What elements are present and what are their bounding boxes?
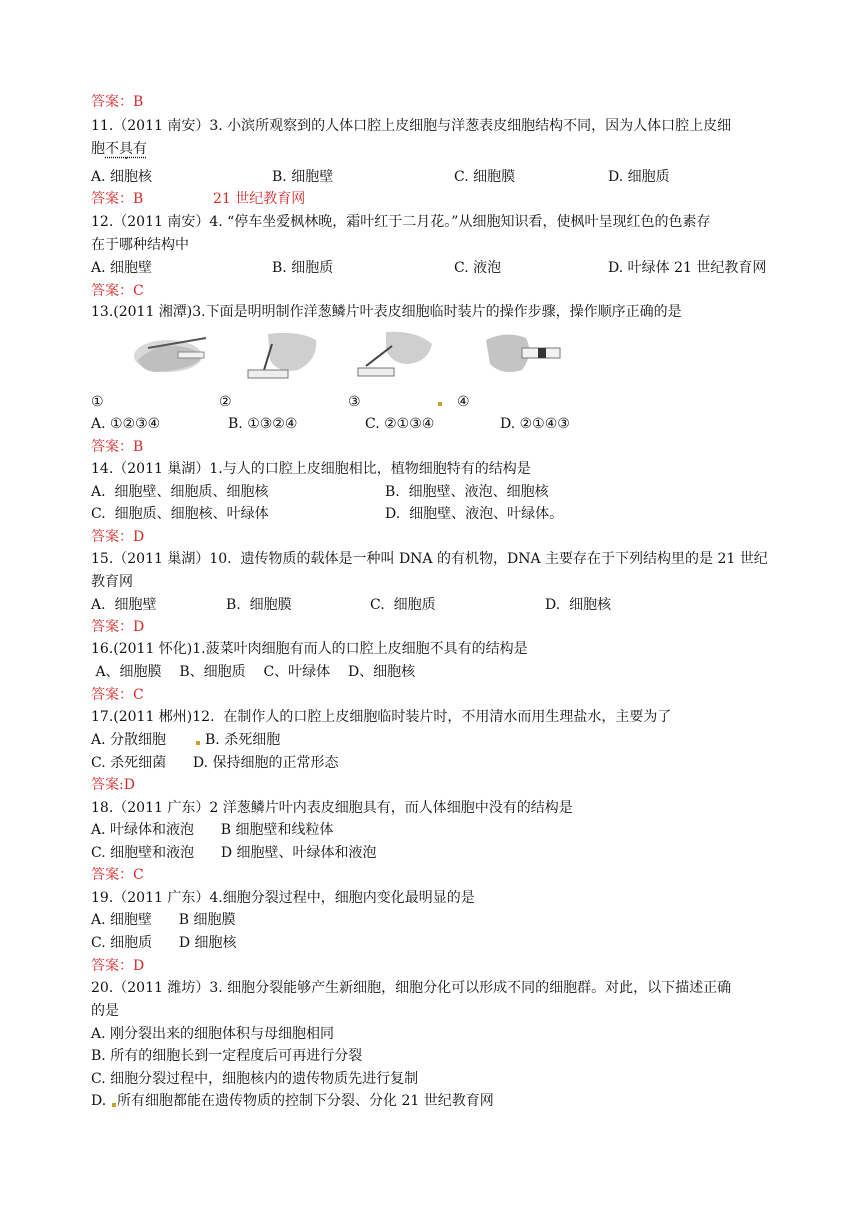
q17-options-cd: C. 杀死细菌 D. 保持细胞的正常形态: [91, 755, 339, 771]
q12-option-c: C. 液泡: [454, 260, 502, 276]
step3-image: [352, 330, 434, 382]
q14-stem: 14.（2011 巢湖）1.与人的口腔上皮细胞相比，植物细胞特有的结构是: [91, 461, 531, 477]
q12-option-b: B. 细胞质: [272, 260, 334, 276]
q15-option-b: B. 细胞膜: [226, 597, 292, 613]
q14-option-d: D. 细胞壁、液泡、叶绿体。: [385, 506, 564, 522]
q11-emphasis-text: 不具有: [105, 141, 147, 157]
stray-mark: [196, 741, 200, 745]
q11-option-b: B. 细胞壁: [272, 169, 334, 185]
q13-option-a: A. ①②③④: [91, 416, 161, 432]
q11-stem-text: 胞: [91, 141, 105, 157]
q13-image-label-3: ③: [348, 394, 361, 410]
q11-stem-line2: [91, 140, 147, 158]
q20-option-a: A. 刚分裂出来的细胞体积与母细胞相同: [91, 1026, 335, 1042]
q10-answer: 答案：B: [91, 94, 144, 110]
q20-stem-line2: 的是: [91, 1003, 119, 1019]
q16-options: A、细胞膜 B、细胞质 C、叶绿体 D、细胞核: [91, 664, 416, 680]
q19-options-ab: A. 细胞壁 B 细胞膜: [91, 912, 236, 928]
q12-stem-line1: 12.（2011 南安）4. “停车坐爱枫林晚，霜叶红于二月花。”从细胞知识看，使枫叶呈现红色的色素存: [91, 214, 711, 230]
q20-option-c: C. 细胞分裂过程中，细胞核内的遗传物质先进行复制: [91, 1071, 419, 1087]
q14-option-c: C. 细胞质、细胞核、叶绿体: [91, 506, 269, 522]
q18-stem: 18.（2011 广东）2 洋葱鳞片叶内表皮细胞具有，而人体细胞中没有的结构是: [91, 800, 573, 816]
q18-options-ab: A. 叶绿体和液泡 B 细胞壁和线粒体: [91, 822, 334, 838]
step2-image: [238, 330, 320, 382]
q11-stem-line1: 11.（2011 南安）3. 小滨所观察到的人体口腔上皮细胞与洋葱表皮细胞结构不同，因为人体口腔上皮细: [91, 118, 732, 134]
q15-option-a: A. 细胞壁: [91, 597, 157, 613]
q14-answer: 答案：D: [91, 529, 145, 545]
q13-option-c: C. ②①③④: [365, 416, 435, 432]
q11-answer: 答案：B: [91, 191, 144, 207]
q15-option-c: C. 细胞质: [370, 597, 436, 613]
q13-answer: 答案：B: [91, 439, 144, 455]
step4-image: [482, 330, 564, 382]
q13-option-d: D. ②①④③: [500, 416, 570, 432]
q11-watermark: 21 世纪教育网: [213, 191, 306, 207]
q17-stem: 17.(2011 郴州)12. 在制作人的口腔上皮细胞临时装片时，不用清水而用生理盐水，主要为了: [91, 709, 672, 725]
q12-option-a: A. 细胞壁: [91, 260, 153, 276]
q20-option-b: B. 所有的细胞长到一定程度后可再进行分裂: [91, 1048, 363, 1064]
stray-mark: [438, 402, 442, 406]
q19-stem: 19.（2011 广东）4.细胞分裂过程中，细胞内变化最明显的是: [91, 890, 475, 906]
q13-image-label-1: ①: [91, 394, 104, 410]
q16-answer: 答案：C: [91, 687, 144, 703]
q15-stem-line1: 15.（2011 巢湖）10. 遗传物质的载体是一种叫 DNA 的有机物，DNA 主要存在于下列结构里的是 21 世纪: [91, 551, 768, 567]
q15-option-d: D. 细胞核: [545, 597, 612, 613]
q13-image-label-2: ②: [219, 394, 232, 410]
q14-option-a: A. 细胞壁、细胞质、细胞核: [91, 484, 269, 500]
q20-stem-line1: 20.（2011 潍坊）3. 细胞分裂能够产生新细胞，细胞分化可以形成不同的细胞群。对此，以下描述正确: [91, 980, 732, 996]
q18-options-cd: C. 细胞壁和液泡 D 细胞壁、叶绿体和液泡: [91, 845, 377, 861]
q13-option-b: B. ①③②④: [228, 416, 298, 432]
q13-stem: 13.(2011 湘潭)3.下面是明明制作洋葱鳞片叶表皮细胞临时装片的操作步骤，操作顺序正确的是: [91, 304, 682, 320]
q17-option-a: A. 分散细胞: [91, 732, 167, 748]
q15-answer: 答案：D: [91, 619, 145, 635]
q12-answer: 答案：C: [91, 283, 144, 299]
q14-option-b: B. 细胞壁、液泡、细胞核: [385, 484, 549, 500]
q11-option-a: A. 细胞核: [91, 169, 153, 185]
q13-image-label-4: ④: [457, 394, 470, 410]
q17-option-b: B. 杀死细胞: [205, 732, 281, 748]
q19-answer: 答案：D: [91, 958, 145, 974]
q12-stem-line2: 在于哪种结构中: [91, 237, 189, 253]
q11-option-d: D. 细胞质: [608, 169, 670, 185]
stray-mark: [112, 1103, 116, 1107]
q20-option-d-text: 所有细胞都能在遗传物质的控制下分裂、分化 21 世纪教育网: [117, 1093, 494, 1109]
q18-answer: 答案：C: [91, 867, 144, 883]
q11-option-c: C. 细胞膜: [454, 169, 516, 185]
q15-stem-line2: 教育网: [91, 574, 133, 590]
step1-image: [128, 330, 210, 382]
q16-stem: 16.(2011 怀化)1.菠菜叶肉细胞有而人的口腔上皮细胞不具有的结构是: [91, 641, 528, 657]
q12-option-d: D. 叶绿体 21 世纪教育网: [608, 260, 767, 276]
q20-option-d-label: D.: [91, 1093, 107, 1109]
q17-answer: 答案:D: [91, 777, 135, 793]
q19-options-cd: C. 细胞质 D 细胞核: [91, 935, 237, 951]
